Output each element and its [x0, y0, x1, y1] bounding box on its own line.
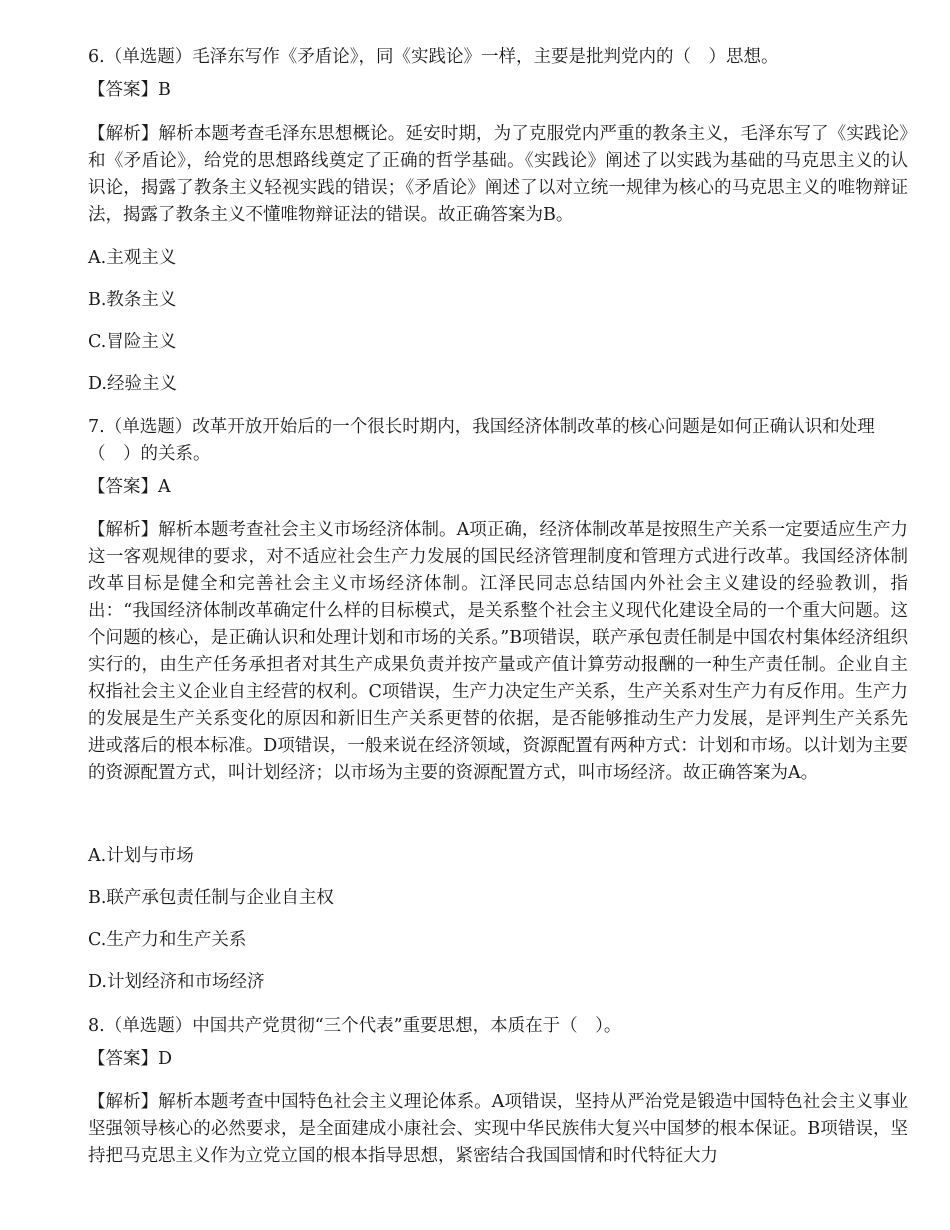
analysis-text: 【解析】解析本题考查毛泽东思想概论。延安时期，为了克服党内严重的教条主义，毛泽东写了《实践论》和《矛盾论》，给党的思想路线奠定了正确的哲学基础。《实践论》阐述了以实践为基础的马克思主义的认识论，揭露了教条主义轻视实践的错误；《矛盾论》阐述了以对立统一规律为核心的马克思主义的唯物辩证法，揭露了教条主义不懂唯物辩证法的错误。故正确答案为B。: [88, 124, 908, 225]
question-title: 6.（单选题）毛泽东写作《矛盾论》，同《实践论》一样，主要是批判党内的（ ）思想。: [88, 47, 779, 67]
option-c: C.生产力和生产关系: [88, 930, 247, 950]
option-b: B.联产承包责任制与企业自主权: [88, 888, 334, 908]
option-d: D.计划经济和市场经济: [88, 972, 265, 992]
question-title: 7.（单选题）改革开放开始后的一个很长时期内，我国经济体制改革的核心问题是如何正确认识和处理（ ）的关系。: [88, 417, 875, 464]
option-a: A.计划与市场: [88, 846, 194, 866]
option-d: D.经验主义: [88, 374, 177, 394]
analysis-text: 【解析】解析本题考查中国特色社会主义理论体系。A项错误，坚持从严治党是锻造中国特色社会主义事业坚强领导核心的必然要求，是全面建成小康社会、实现中华民族伟大复兴中国梦的根本保证。B项错误，坚持把马克思主义作为立党立国的根本指导思想，紧密结合我国国情和时代特征大力: [88, 1092, 908, 1166]
question-title: 8.（单选题）中国共产党贯彻“三个代表”重要思想，本质在于（ ）。: [88, 1016, 622, 1036]
question-7: [88, 414, 908, 787]
answer-line: 【答案】B: [88, 80, 171, 100]
answer-line: 【答案】A: [88, 477, 171, 497]
option-c: C.冒险主义: [88, 332, 177, 352]
answer-line: 【答案】D: [88, 1049, 173, 1069]
question-8: [88, 1013, 908, 1170]
options-6: [88, 245, 908, 398]
option-a: A.主观主义: [88, 248, 177, 268]
option-b: B.教条主义: [88, 290, 177, 310]
options-7: [88, 843, 908, 996]
question-6: [88, 44, 908, 229]
analysis-text: 【解析】解析本题考查社会主义市场经济体制。A项正确，经济体制改革是按照生产关系一定要适应生产力这一客观规律的要求，对不适应社会生产力发展的国民经济管理制度和管理方式进行改革。我国经济体制改革目标是健全和完善社会主义市场经济体制。江泽民同志总结国内外社会主义建设的经验教训，指出：“我国经济体制改革确定什么样的目标模式，是关系整个社会主义现代化建设全局的一个重大问题。这个问题的核心，是正确认识和处理计划和市场的关系。”B项错误，联产承包责任制是中国农村集体经济组织实行的，由生产任务承担者对其生产成果负责并按产量或产值计算劳动报酬的一种生产责任制。企业自主权指社会主义企业自主经营的权利。C项错误，生产力决定生产关系，生产关系对生产力有反作用。生产力的发展是生产关系变化的原因和新旧生产关系更替的依据，是否能够推动生产力发展，是评判生产关系先进或落后的根本标准。D项错误，一般来说在经济领域，资源配置有两种方式：计划和市场。以计划为主要的资源配置方式，叫计划经济；以市场为主要的资源配置方式，叫市场经济。故正确答案为A。: [88, 520, 908, 783]
